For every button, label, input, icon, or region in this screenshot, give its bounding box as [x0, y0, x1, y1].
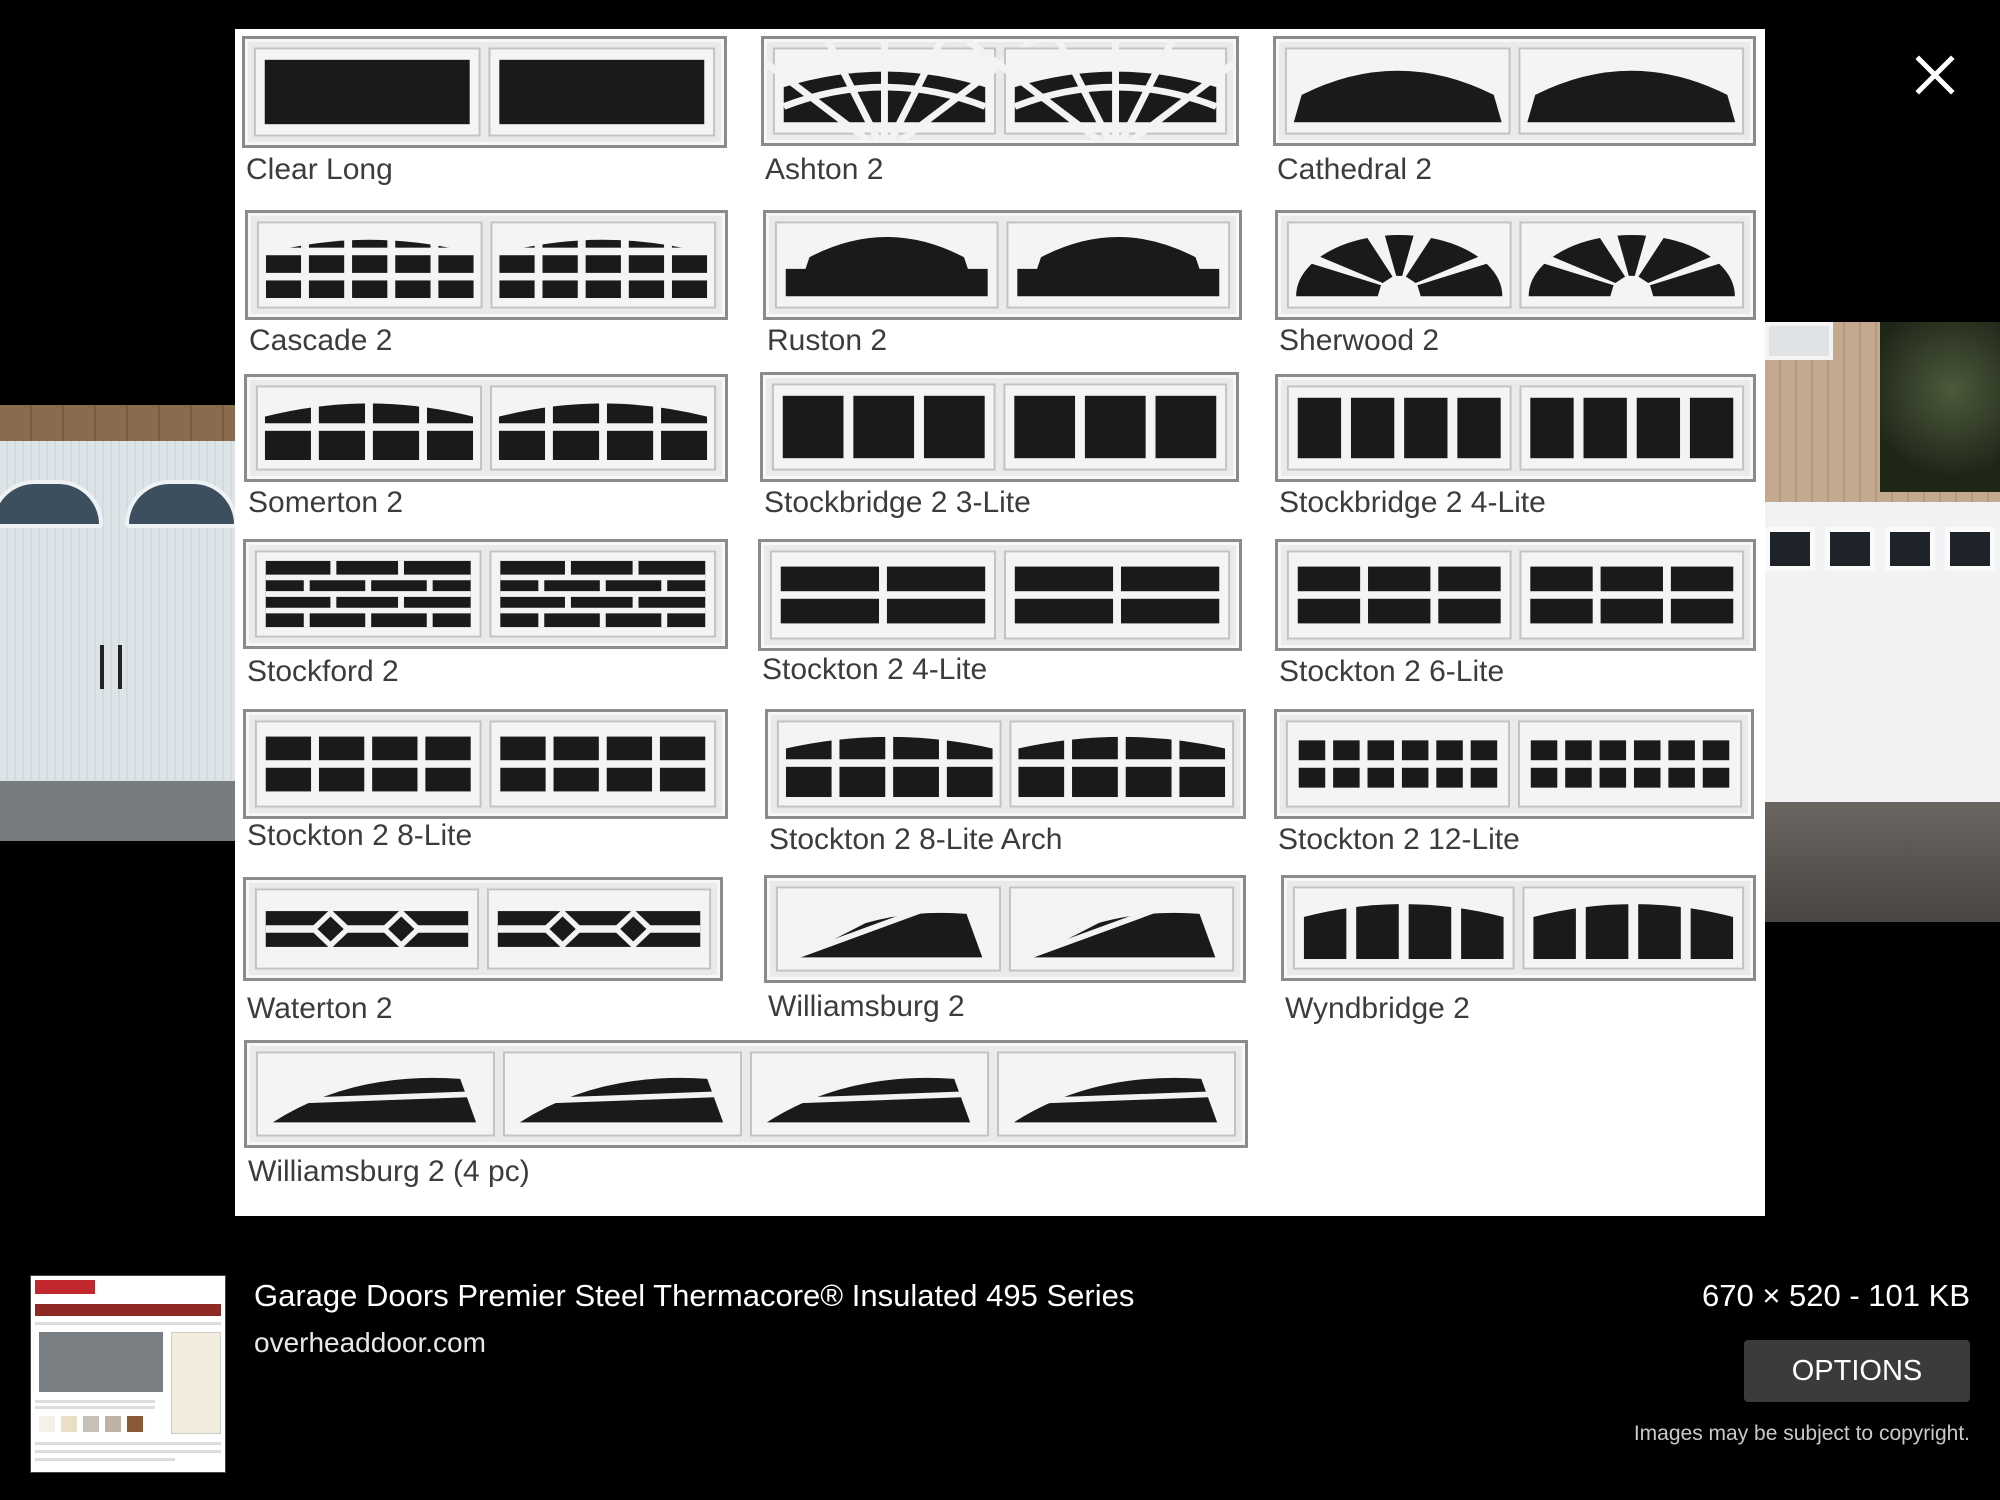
window-design-frame: [243, 709, 728, 819]
window-design-label: Cascade 2: [249, 324, 393, 357]
options-button[interactable]: OPTIONS: [1744, 1340, 1970, 1402]
door-lite: [1825, 527, 1875, 571]
tree: [1880, 322, 2000, 492]
copyright-notice: Images may be subject to copyright.: [1633, 1422, 1970, 1445]
window-design-card: [764, 875, 1246, 1030]
window-design-frame: [242, 36, 727, 148]
window-design-frame: [1281, 875, 1756, 981]
thumbnail-swatch: [105, 1416, 121, 1432]
house-window: [1765, 322, 1833, 360]
window-design-card: [1281, 875, 1756, 1032]
image-dimensions-size: 670 × 520 - 101 KB: [1701, 1278, 1970, 1313]
thumbnail-text-line: [35, 1450, 221, 1453]
window-glass-pattern: [245, 39, 724, 145]
window-design-card: [758, 539, 1242, 693]
window-design-frame: [760, 372, 1239, 482]
window-design-frame: [758, 539, 1242, 651]
source-page-thumbnail[interactable]: [30, 1275, 226, 1473]
window-glass-pattern: [248, 213, 725, 317]
window-design-card: [1275, 539, 1756, 695]
window-design-label: Waterton 2: [247, 992, 393, 1025]
window-design-frame: [763, 210, 1242, 320]
close-button[interactable]: [1905, 45, 1965, 105]
window-design-frame: [1275, 210, 1756, 320]
thumbnail-text-line: [35, 1458, 175, 1461]
window-design-label: Stockbridge 2 4-Lite: [1279, 486, 1546, 519]
thumbnail-swatch: [127, 1416, 143, 1432]
window-glass-pattern: [246, 542, 725, 646]
window-design-card: [765, 709, 1246, 863]
window-design-card: [243, 539, 728, 695]
window-design-frame: [765, 709, 1246, 819]
window-design-frame: [1275, 374, 1756, 482]
thumbnail-text-line: [35, 1442, 221, 1445]
thumbnail-header: [35, 1304, 221, 1316]
window-design-card: [243, 877, 723, 1032]
door-lite: [1885, 527, 1935, 571]
window-glass-pattern: [1277, 712, 1751, 816]
brick-trim: [0, 405, 235, 441]
previous-image-preview[interactable]: [0, 405, 235, 841]
thumbnail-sidebar: [171, 1332, 221, 1434]
window-glass-pattern: [246, 880, 720, 978]
window-design-label: Williamsburg 2 (4 pc): [248, 1155, 530, 1188]
window-design-label: Sherwood 2: [1279, 324, 1440, 357]
window-glass-pattern: [1278, 377, 1753, 479]
door-handle: [100, 645, 122, 689]
window-glass-pattern: [766, 213, 1239, 317]
window-design-label: Stockton 2 12-Lite: [1278, 823, 1520, 856]
window-design-label: Stockbridge 2 3-Lite: [764, 486, 1031, 519]
window-design-label: Stockton 2 8-Lite Arch: [769, 823, 1063, 856]
window-design-card: [245, 210, 728, 364]
window-design-frame: [1275, 539, 1756, 651]
window-design-label: Cathedral 2: [1277, 153, 1433, 186]
thumbnail-swatch: [83, 1416, 99, 1432]
window-design-card: [1273, 36, 1756, 193]
thumbnail-logo: [35, 1280, 95, 1294]
window-glass-pattern: [1278, 213, 1753, 317]
window-glass-pattern: [247, 377, 725, 479]
window-design-frame: [243, 539, 728, 649]
window-design-card: [244, 374, 728, 526]
window-design-frame: [244, 1040, 1248, 1148]
window-design-label: Stockton 2 6-Lite: [1279, 655, 1505, 688]
window-glass-pattern: [1278, 542, 1753, 648]
window-glass-pattern: [761, 542, 1239, 648]
driveway: [0, 781, 235, 841]
window-design-card: [760, 372, 1239, 526]
thumbnail-text-line: [35, 1406, 155, 1409]
window-design-label: Stockton 2 8-Lite: [247, 819, 473, 852]
window-design-card: [761, 36, 1239, 193]
thumbnail-swatch: [61, 1416, 77, 1432]
window-glass-pattern: [764, 39, 1236, 143]
thumbnail-text-line: [35, 1322, 221, 1325]
window-design-frame: [1273, 36, 1756, 146]
window-glass-pattern: [1276, 39, 1753, 143]
window-design-frame: [764, 875, 1246, 983]
window-glass-pattern: [246, 712, 725, 816]
window-design-card: [1275, 210, 1756, 364]
window-design-frame: [244, 374, 728, 482]
window-glass-pattern: [1284, 878, 1753, 978]
window-glass-pattern: [768, 712, 1243, 816]
window-design-card: [242, 36, 727, 193]
garage-window-catalog-image[interactable]: [235, 29, 1765, 1216]
door-lite: [1945, 527, 1995, 571]
window-design-label: Ruston 2: [767, 324, 888, 357]
window-design-frame: [245, 210, 728, 320]
window-design-label: Wyndbridge 2: [1285, 992, 1470, 1025]
window-design-label: Stockton 2 4-Lite: [762, 653, 988, 686]
thumbnail-photo: [39, 1332, 163, 1392]
window-design-frame: [1274, 709, 1754, 819]
window-design-frame: [761, 36, 1239, 146]
result-title[interactable]: Garage Doors Premier Steel Thermacore® Insulated 495 Series: [254, 1278, 1135, 1313]
window-design-label: Clear Long: [246, 153, 393, 186]
next-image-preview[interactable]: [1765, 322, 2000, 922]
window-design-card: [1274, 709, 1754, 863]
result-domain[interactable]: overheaddoor.com: [254, 1327, 486, 1358]
window-glass-pattern: [247, 1043, 1245, 1145]
window-design-card: [763, 210, 1242, 364]
window-design-card: [244, 1040, 1248, 1195]
window-design-card: [1275, 374, 1756, 526]
window-design-label: Ashton 2: [765, 153, 884, 186]
window-glass-pattern: [763, 375, 1236, 479]
window-design-label: Somerton 2: [248, 486, 404, 519]
window-design-frame: [243, 877, 723, 981]
window-design-label: Williamsburg 2: [768, 990, 965, 1023]
window-glass-pattern: [767, 878, 1243, 980]
driveway: [1765, 802, 2000, 922]
thumbnail-text-line: [35, 1400, 155, 1403]
thumbnail-swatch: [39, 1416, 55, 1432]
window-design-card: [243, 709, 728, 859]
window-design-label: Stockford 2: [247, 655, 399, 688]
door-lite: [1765, 527, 1815, 571]
close-icon: [1905, 45, 1965, 105]
